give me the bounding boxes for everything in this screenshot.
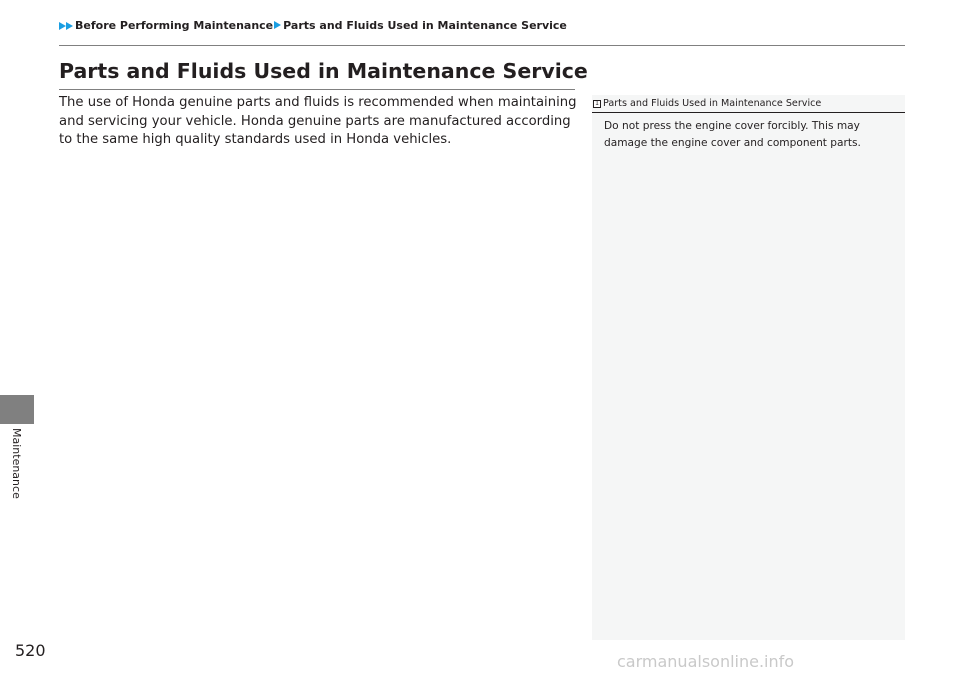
title-divider xyxy=(59,89,575,90)
note-header xyxy=(592,95,905,113)
note-box xyxy=(592,95,905,640)
breadcrumb xyxy=(59,19,567,32)
note-text: Do not press the engine cover forcibly. This may damage the engine cover and component parts. xyxy=(604,120,861,149)
breadcrumb-item-parts-and-fluids[interactable]: Parts and Fluids Used in Maintenance Service xyxy=(283,19,567,32)
page-title: Parts and Fluids Used in Maintenance Service xyxy=(59,59,588,83)
arrow-right-icon xyxy=(274,19,281,32)
side-tab xyxy=(0,395,34,424)
header-divider xyxy=(59,45,905,46)
watermark: carmanualsonline.info xyxy=(617,652,795,671)
double-arrow-icon xyxy=(59,22,73,30)
reference-marker-icon: 1 xyxy=(593,100,601,108)
breadcrumb-item-before-performing-maintenance[interactable]: Before Performing Maintenance xyxy=(75,19,274,32)
note-title[interactable]: Parts and Fluids Used in Maintenance Service xyxy=(603,98,822,109)
side-tab-label: Maintenance xyxy=(10,428,23,499)
page-number: 520 xyxy=(15,641,46,660)
body-paragraph: The use of Honda genuine parts and fluids is recommended when maintaining and servicing your vehicle. Honda genuine parts are manufactured according to the same high quality standards used in Honda vehicles. xyxy=(59,95,577,147)
